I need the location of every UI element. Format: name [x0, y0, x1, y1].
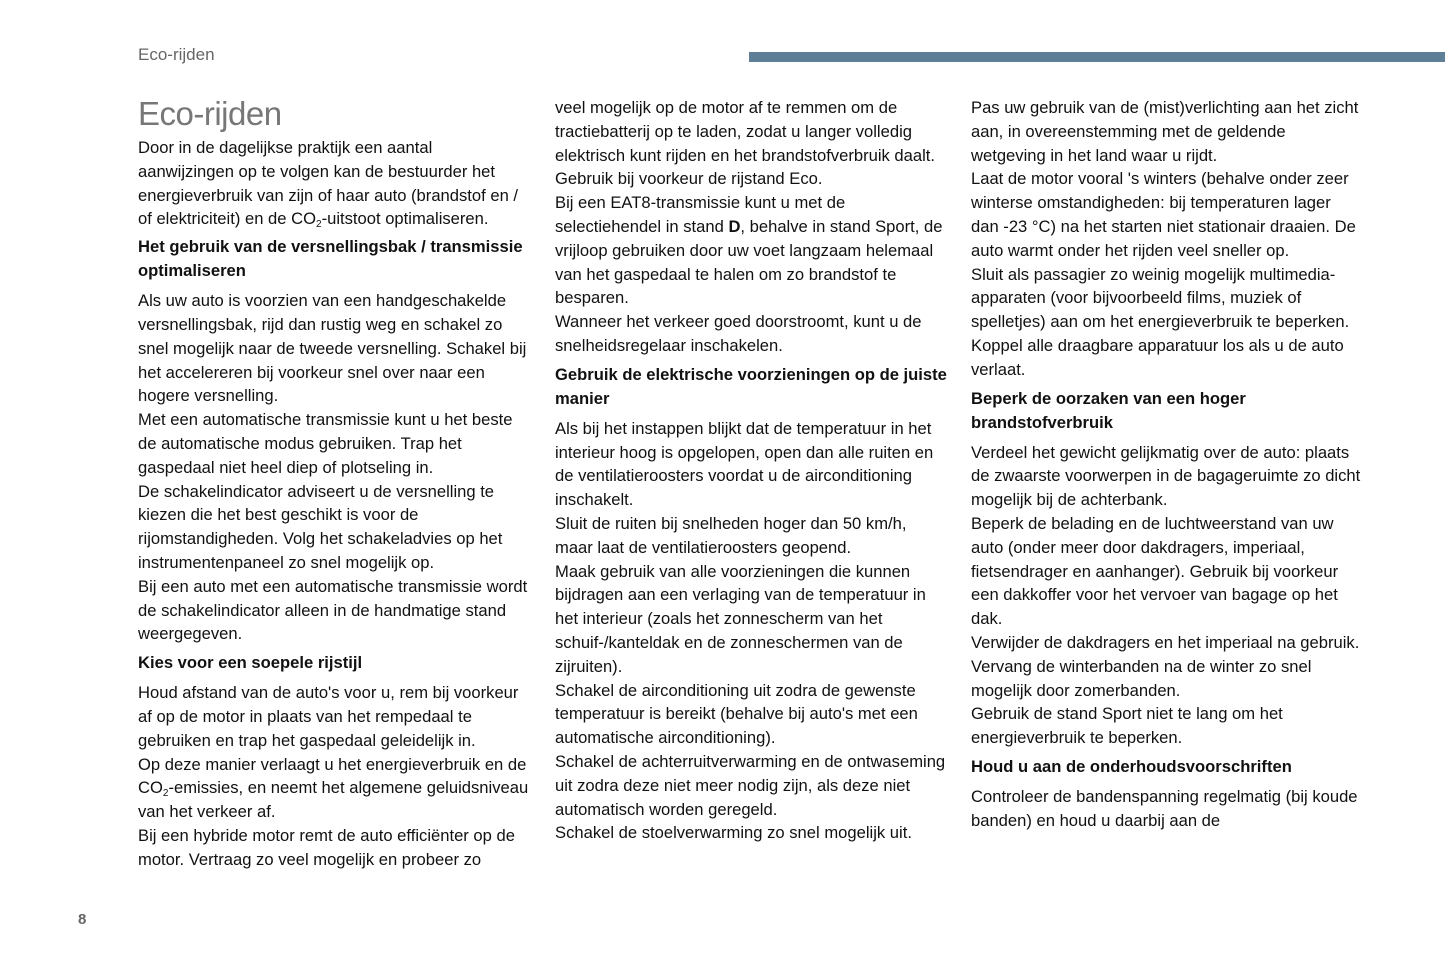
paragraph: Pas uw gebruik van de (mist)verlichting aan het zicht aan, in overeenstemming met de geldende wetgeving in het land waar u rijdt. [971, 98, 1359, 165]
paragraph: Sluit als passagier zo weinig mogelijk multimedia-apparaten (voor bijvoorbeeld films, muziek of spelletjes) aan om het energieverbruik te beperken. [971, 264, 1350, 332]
paragraph-text-a: Op deze manier verlaagt u het energieverbruik en de CO [138, 754, 527, 798]
intro-paragraph [138, 136, 530, 231]
paragraph: Schakel de airconditioning uit zodra de gewenste temperatuur is bereikt (behalve bij auto's met een automatische airconditioning). [555, 680, 918, 748]
header-accent-bar [749, 52, 1445, 62]
section-heading-driving-style: Kies voor een soepele rijstijl [138, 653, 363, 673]
paragraph: De schakelindicator adviseert u de versnelling te kiezen die het best geschikt is voor de rijomstandigheden. Volg het schakeladvies op het instrumentenpaneel zo snel mogelijk op. [138, 481, 503, 572]
paragraph: veel mogelijk op de motor af te remmen om de tractiebatterij op te laden, zodat u langer volledig elektrisch kunt rijden en het brandstofverbruik daalt. [555, 98, 936, 165]
section-heading-electrical: Gebruik de elektrische voorzieningen op de juiste manier [555, 364, 947, 408]
paragraph: Als bij het instappen blijkt dat de temperatuur in het interieur hoog is opgelopen, open dan alle ruiten en de ventilatieroosters voordat u de airconditioning inschakelt. [555, 418, 934, 510]
paragraph: Sluit de ruiten bij snelheden hoger dan 50 km/h, maar laat de ventilatieroosters geopend. [555, 513, 907, 557]
paragraph: Schakel de stoelverwarming zo snel mogelijk uit. [555, 823, 912, 843]
paragraph-text-b: -emissies, en neemt het algemene geluidsniveau van het verkeer af. [138, 778, 529, 822]
intro-text-a: Door in de dagelijkse praktijk een aantal aanwijzingen op te volgen kan de bestuurder het energieverbruik van zijn of haar auto (brandstof en / of elektriciteit) en de CO [138, 138, 519, 229]
paragraph: Laat de motor vooral 's winters (behalve onder zeer winterse omstandigheden: bij temperaturen lager dan -23 °C) na het starten niet stationair draaien. De auto warmt onder het rijden veel sneller op. [971, 169, 1356, 260]
co2-subscript: 2 [162, 788, 169, 800]
gear-position-d: D [728, 216, 741, 236]
paragraph [138, 753, 530, 824]
section-heading-transmission: Het gebruik van de versnellingsbak / transmissie optimaliseren [138, 237, 523, 281]
paragraph: Koppel alle draagbare apparatuur los als u de auto verlaat. [971, 335, 1344, 379]
paragraph: Maak gebruik van alle voorzieningen die kunnen bijdragen aan een verlaging van de temperatuur in het interieur (zoals het zonnescherm van het schuif-/kanteldak en de zonneschermen van de zijruiten). [555, 561, 926, 676]
paragraph: Houd afstand van de auto's voor u, rem bij voorkeur af op de motor in plaats van het rempedaal te gebruiken en trap het gaspedaal geleidelijk in. [138, 683, 519, 750]
paragraph: Met een automatische transmissie kunt u het beste de automatische modus gebruiken. Trap het gaspedaal niet heel diep of plotseling in. [138, 410, 513, 477]
column-3 [971, 96, 1363, 833]
column-1 [138, 96, 530, 872]
paragraph: Verdeel het gewicht gelijkmatig over de auto: plaats de zwaarste voorwerpen in de bagageruimte zo dicht mogelijk bij de achterbank. [971, 442, 1361, 510]
paragraph: Beperk de belading en de luchtweerstand van uw auto (onder meer door dakdragers, imperiaal, fietsendrager en aanhanger). Gebruik bij voorkeur een dakkoffer voor het vervoer van bagage op het dak. [971, 513, 1339, 629]
intro-text-b: -uitstoot optimaliseren. [321, 209, 489, 229]
page-title: Eco-rijden [138, 95, 282, 132]
paragraph: Wanneer het verkeer goed doorstroomt, kunt u de snelheidsregelaar inschakelen. [555, 312, 922, 355]
column-2 [555, 96, 947, 845]
paragraph: Vervang de winterbanden na de winter zo snel mogelijk door zomerbanden. [971, 656, 1312, 700]
paragraph: Gebruik de stand Sport niet te lang om het energieverbruik te beperken. [971, 704, 1283, 748]
page-number: 8 [78, 911, 87, 928]
paragraph: Controleer de bandenspanning regelmatig (bij koude banden) en houd u daarbij aan de [971, 786, 1358, 830]
paragraph [555, 191, 947, 310]
paragraph: Als uw auto is voorzien van een handgeschakelde versnellingsbak, rijd dan rustig weg en schakel zo snel mogelijk naar de tweede versnelling. Schakel bij het accelereren bij voorkeur snel over naar een hogere versnelling. [138, 291, 527, 406]
paragraph: Verwijder de dakdragers en het imperiaal na gebruik. [971, 632, 1360, 652]
paragraph: Schakel de achterruitverwarming en de ontwaseming uit zodra deze niet meer nodig zijn, als deze niet automatisch worden geregeld. [555, 751, 946, 819]
section-heading-fuel-consumption: Beperk de oorzaken van een hoger brandstofverbruik [971, 388, 1246, 432]
paragraph: Bij een hybride motor remt de auto efficiënter op de motor. Vertraag zo veel mogelijk en probeer zo [138, 825, 515, 869]
co2-subscript: 2 [316, 219, 322, 231]
section-heading-maintenance: Houd u aan de onderhoudsvoorschriften [971, 756, 1292, 776]
paragraph: Gebruik bij voorkeur de rijstand Eco. [555, 169, 823, 189]
paragraph-text-a: Bij een EAT8-transmissie kunt u met de selectiehendel in stand [555, 193, 846, 236]
paragraph-text-b: , behalve in stand Sport, de vrijloop gebruiken door uw voet langzaam helemaal van het gaspedaal te halen om zo brandstof te besparen. [555, 216, 943, 308]
running-title: Eco-rijden [138, 45, 215, 64]
paragraph: Bij een auto met een automatische transmissie wordt de schakelindicator alleen in de handmatige stand weergegeven. [138, 576, 528, 644]
